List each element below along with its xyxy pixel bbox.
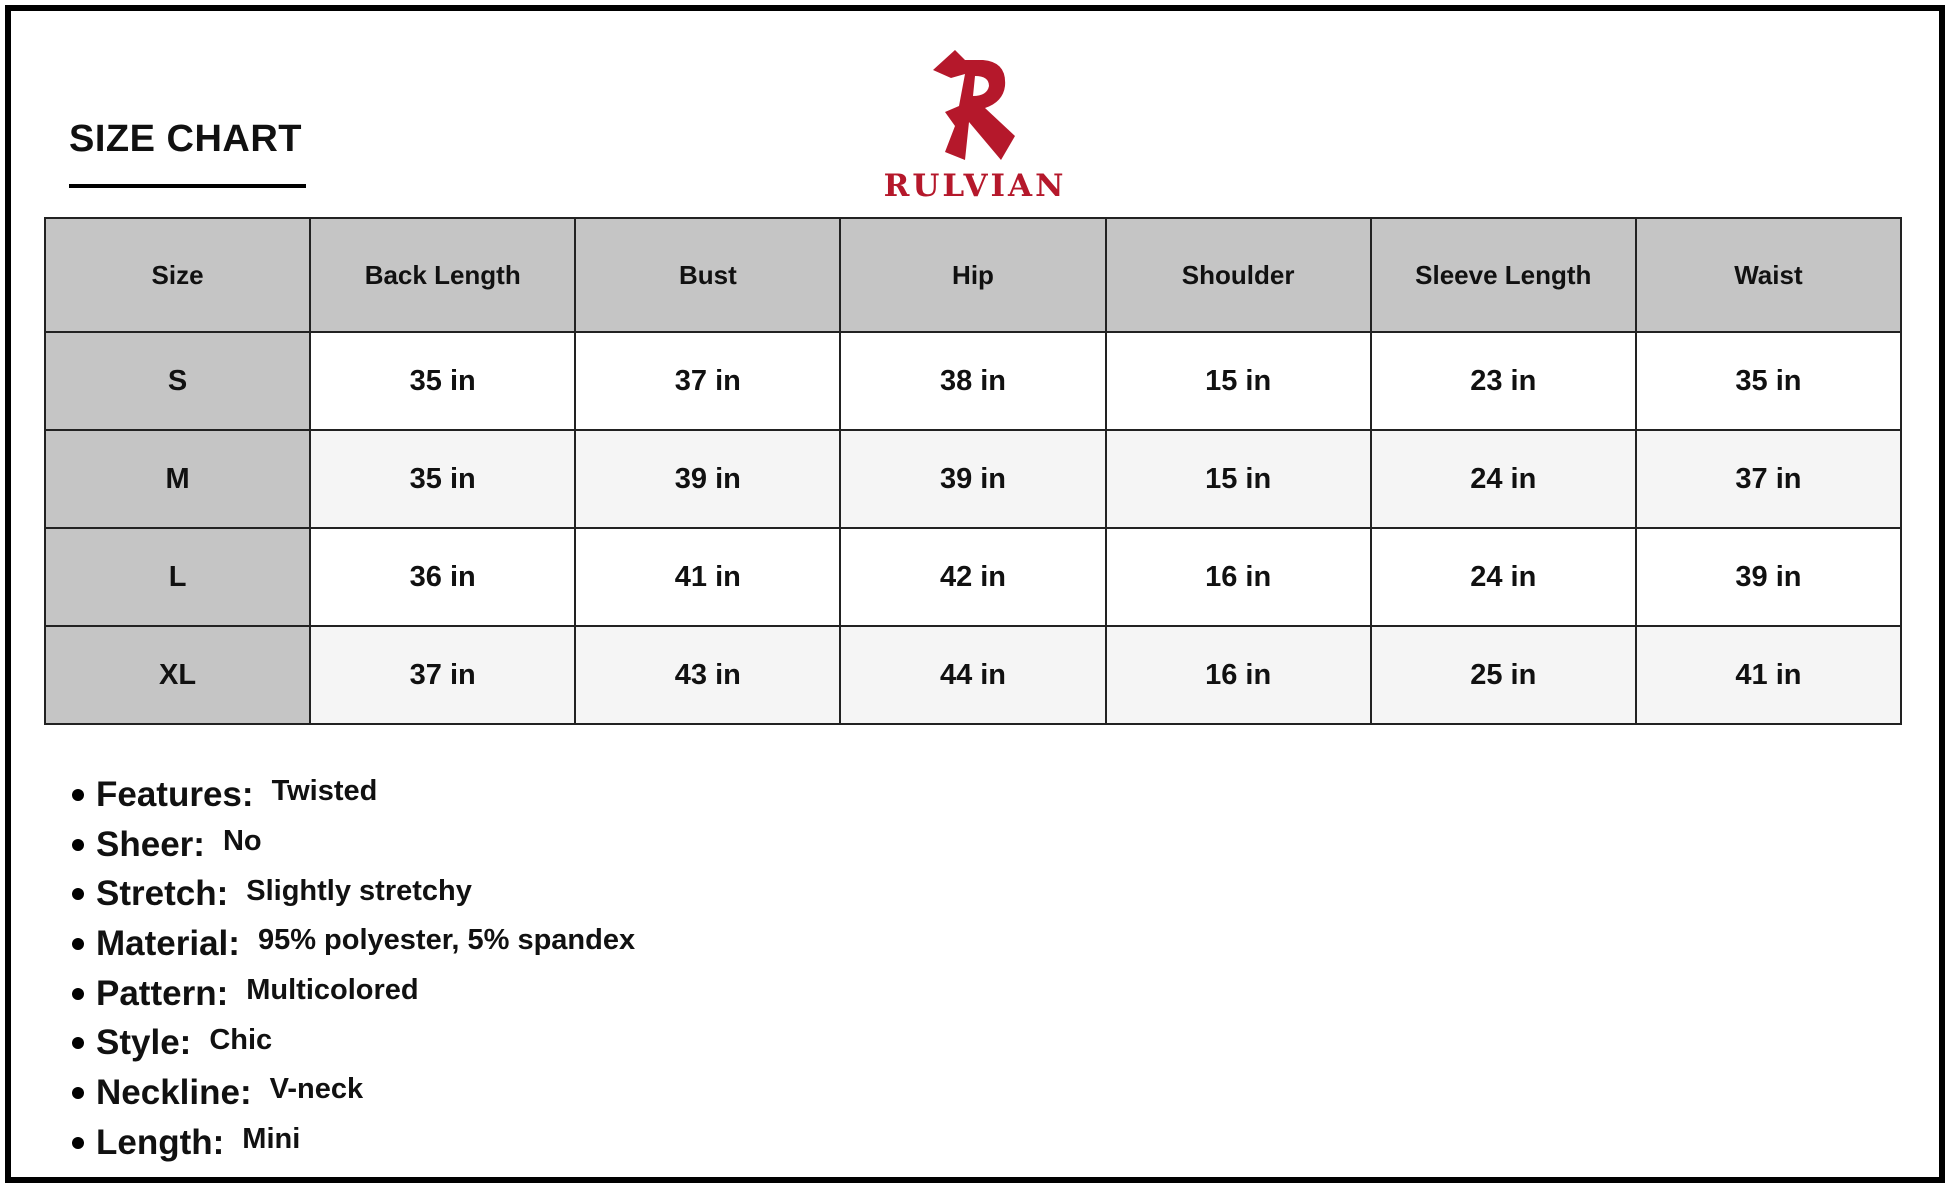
feature-value: No [222, 825, 262, 858]
table-cell: 24 in [1371, 528, 1636, 626]
header-waist: Waist [1636, 218, 1901, 332]
table-cell: 16 in [1106, 528, 1371, 626]
table-cell: 37 in [310, 626, 575, 724]
size-table [44, 217, 1902, 725]
table-cell: 42 in [840, 528, 1105, 626]
bullet-icon [72, 888, 84, 900]
size-label: S [45, 332, 310, 430]
header-sleeve-length: Sleeve Length [1371, 218, 1636, 332]
feature-label: Sheer: [96, 824, 205, 864]
table-cell: 44 in [840, 626, 1105, 724]
list-item [72, 919, 635, 969]
bullet-icon [72, 839, 84, 851]
feature-label: Style: [96, 1023, 192, 1063]
feature-value: Slightly stretchy [246, 874, 472, 907]
bullet-icon [72, 1087, 84, 1099]
feature-value: V-neck [269, 1073, 364, 1106]
brand-r-monogram-icon [925, 48, 1025, 160]
table-cell: 15 in [1106, 430, 1371, 528]
list-item [72, 1068, 635, 1118]
feature-label: Material: [96, 923, 240, 963]
table-header-row [45, 218, 1901, 332]
table-cell: 35 in [1636, 332, 1901, 430]
title-underline [69, 184, 306, 188]
table-cell: 16 in [1106, 626, 1371, 724]
feature-value: Mini [242, 1123, 301, 1156]
list-item [72, 869, 635, 919]
table-cell: 37 in [575, 332, 840, 430]
feature-label: Pattern: [96, 973, 229, 1013]
feature-value: Multicolored [246, 974, 419, 1007]
feature-label: Features: [96, 774, 254, 814]
list-item [72, 820, 635, 870]
feature-value: Twisted [271, 775, 378, 808]
list-item [72, 969, 635, 1019]
table-cell: 37 in [1636, 430, 1901, 528]
bullet-icon [72, 988, 84, 1000]
table-row [45, 332, 1901, 430]
feature-label: Stretch: [96, 874, 229, 914]
brand-name: RULVIAN [883, 168, 1067, 204]
table-cell: 25 in [1371, 626, 1636, 724]
table-cell: 41 in [1636, 626, 1901, 724]
table-row [45, 430, 1901, 528]
header-back-length: Back Length [310, 218, 575, 332]
table-cell: 39 in [1636, 528, 1901, 626]
feature-value: Chic [209, 1023, 273, 1056]
bullet-icon [72, 1037, 84, 1049]
header-size: Size [45, 218, 310, 332]
size-label: M [45, 430, 310, 528]
table-cell: 36 in [310, 528, 575, 626]
feature-value: 95% polyester, 5% spandex [257, 924, 636, 957]
feature-label: Length: [96, 1122, 225, 1162]
bullet-icon [72, 938, 84, 950]
features-list [72, 770, 635, 1168]
list-item [72, 770, 635, 820]
header-hip: Hip [840, 218, 1105, 332]
table-cell: 35 in [310, 332, 575, 430]
table-cell: 41 in [575, 528, 840, 626]
table-cell: 15 in [1106, 332, 1371, 430]
feature-label: Neckline: [96, 1072, 252, 1112]
table-cell: 35 in [310, 430, 575, 528]
page-title: SIZE CHART [69, 118, 302, 160]
table-cell: 39 in [840, 430, 1105, 528]
table-cell: 43 in [575, 626, 840, 724]
bullet-icon [72, 789, 84, 801]
header-shoulder: Shoulder [1106, 218, 1371, 332]
table-row [45, 528, 1901, 626]
table-cell: 23 in [1371, 332, 1636, 430]
size-label: L [45, 528, 310, 626]
table-cell: 39 in [575, 430, 840, 528]
size-label: XL [45, 626, 310, 724]
table-cell: 38 in [840, 332, 1105, 430]
list-item [72, 1018, 635, 1068]
bullet-icon [72, 1137, 84, 1149]
table-row [45, 626, 1901, 724]
table-cell: 24 in [1371, 430, 1636, 528]
list-item [72, 1118, 635, 1168]
header-bust: Bust [575, 218, 840, 332]
brand-logo [870, 48, 1080, 208]
